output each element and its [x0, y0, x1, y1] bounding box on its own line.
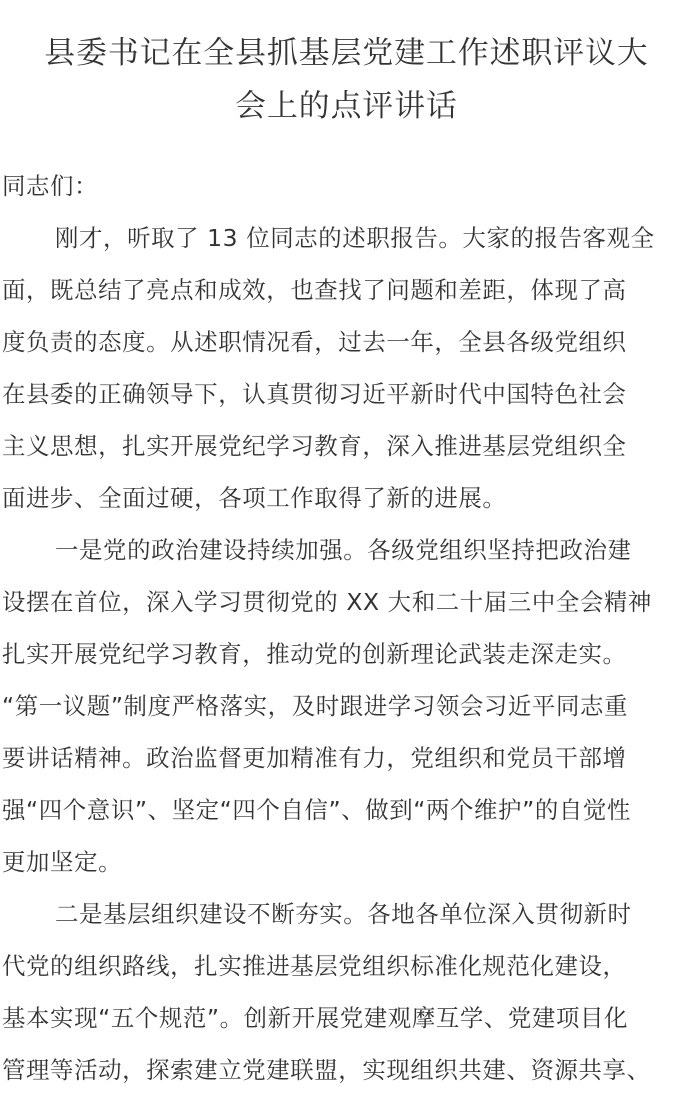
- title-line-1: 县委书记在全县抓基层党建工作述职评议大: [44, 35, 649, 71]
- body-line: 度负责的态度。从述职情况看，过去一年，全县各级党组织: [2, 328, 627, 356]
- salutation-line: 同志们：: [2, 172, 99, 200]
- body-line: 主义思想，扎实开展党纪学习教育，深入推进基层党组织全: [2, 432, 627, 460]
- body-line: 扎实开展党纪学习教育，推动党的创新理论武装走深走实。: [2, 640, 627, 668]
- body-line: 更加坚定。: [2, 848, 123, 876]
- body-line: 面，既总结了亮点和成效，也查找了问题和差距，体现了高: [2, 276, 627, 304]
- body-line: 在县委的正确领导下，认真贯彻习近平新时代中国特色社会: [2, 380, 627, 408]
- body-line: 一是党的政治建设持续加强。各级党组织坚持把政治建: [55, 536, 632, 564]
- body-line: 刚才，听取了 13 位同志的述职报告。大家的报告客观全: [55, 224, 655, 252]
- body-line: 基本实现“五个规范”。创新开展党建观摩互学、党建项目化: [2, 1004, 629, 1032]
- body-line: 设摆在首位，深入学习贯彻党的 XX 大和二十届三中全会精神: [2, 588, 652, 616]
- document-body: [0, 160, 693, 1096]
- body-line: 代党的组织路线，扎实推进基层党组织标准化规范化建设，: [2, 952, 627, 980]
- document-title: [0, 0, 693, 133]
- body-line: “第一议题”制度严格落实，及时跟进学习领会习近平同志重: [2, 692, 629, 720]
- body-line: 二是基层组织建设不断夯实。各地各单位深入贯彻新时: [55, 900, 632, 928]
- body-line: 强“四个意识”、坚定“四个自信”、做到“两个维护”的自觉性: [2, 796, 631, 824]
- body-line: 要讲话精神。政治监督更加精准有力，党组织和党员干部增: [2, 744, 627, 772]
- title-line-2: 会上的点评讲话: [235, 88, 458, 124]
- body-line: 管理等活动，探索建立党建联盟，实现组织共建、资源共享、: [2, 1056, 651, 1084]
- body-line: 面进步、全面过硬，各项工作取得了新的进展。: [2, 484, 507, 512]
